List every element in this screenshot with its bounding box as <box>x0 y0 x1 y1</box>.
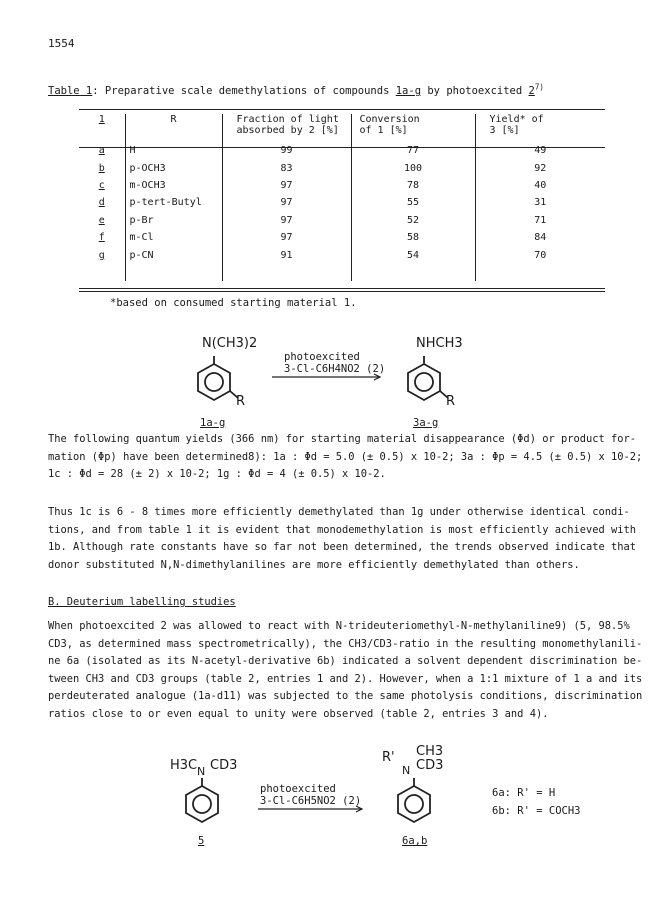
cell-fraction: 83 <box>222 159 351 176</box>
page-number: 1554 <box>48 37 75 50</box>
reactant-r-group: R <box>236 394 246 409</box>
table-row <box>79 212 605 229</box>
table-caption-by: by photoexcited <box>427 85 523 97</box>
header-yield: Yield* of 3 [%] <box>475 114 605 136</box>
product-cd3: CD3 <box>416 758 444 773</box>
table-caption-label: Table 1 <box>48 85 93 97</box>
cell-substituent: p-CN <box>125 246 222 263</box>
cell-substituent: H <box>125 142 222 159</box>
table-caption <box>48 84 544 98</box>
paragraph-line: ne 6a (isolated as its N-acetyl-derivative 6b) indicated a solvent dependent discrimination be- <box>48 655 643 668</box>
cell-fraction: 97 <box>222 194 351 211</box>
header-compound: 1 <box>98 114 105 125</box>
reactant-benzene-ring <box>198 356 238 400</box>
cell-fraction: 97 <box>222 212 351 229</box>
paragraph-line: perdeuterated analogue (1a-d11) was subjected to the same photolysis conditions, discrimination <box>48 690 643 703</box>
product-r-prime: R' <box>382 750 395 765</box>
reactant-n: N <box>197 765 206 778</box>
reactant-label: 1a-g <box>200 417 226 429</box>
product-r-group: R <box>446 394 456 409</box>
cell-yield: 70 <box>475 246 605 263</box>
reactant-benzene-ring <box>186 778 218 822</box>
table-caption-ref: 7) <box>534 82 544 92</box>
legend-6a: 6a: R' = H <box>492 787 556 799</box>
cell-yield: 49 <box>475 142 605 159</box>
reactant-cd3: CD3 <box>210 758 238 773</box>
legend-6b: 6b: R' = COCH3 <box>492 805 581 817</box>
cell-substituent: p-Br <box>125 212 222 229</box>
arrow-condition-top: photoexcited <box>260 783 336 795</box>
header-conversion: Conversion of 1 [%] <box>351 114 475 136</box>
product-amine-group: NHCH3 <box>416 336 463 351</box>
cell-conversion: 52 <box>351 212 475 229</box>
cell-substituent: p-OCH3 <box>125 159 222 176</box>
table-caption-sensitizer: 2 <box>528 85 535 97</box>
scheme-1 <box>180 336 480 431</box>
cell-yield: 92 <box>475 159 605 176</box>
cell-yield: 31 <box>475 194 605 211</box>
cell-conversion: 55 <box>351 194 475 211</box>
cell-compound: c <box>98 179 105 191</box>
product-label: 3a-g <box>413 417 439 429</box>
deuterium-paragraph <box>48 618 642 724</box>
reactant-label: 5 <box>198 835 205 847</box>
cell-fraction: 97 <box>222 229 351 246</box>
paragraph-line: The following quantum yields (366 nm) for starting material disappearance (Φd) or product for- <box>48 433 637 445</box>
table-bottom-rule-2 <box>79 291 605 292</box>
table-row <box>79 229 605 246</box>
paragraph-line: donor substituted N,N-dimethylanilines are more efficiently demethylated than others. <box>48 558 580 571</box>
paragraph-line: mation (Φp) have been determined8): 1a : Φd = 5.0 (± 0.5) x 10-2; 3a : Φp = 4.5 (± 0.5) x 10-2; <box>48 450 643 463</box>
product-n: N <box>402 764 411 777</box>
efficiency-paragraph <box>48 504 636 574</box>
paragraph-line: tween CH3 and CD3 groups (table 2, entries 1 and 2). However, when a 1:1 mixture of 1 a and its <box>48 672 643 685</box>
cell-conversion: 100 <box>351 159 475 176</box>
table-row <box>79 246 605 263</box>
arrow-condition-bottom: 3-Cl-C6H4NO2 (2) <box>284 363 386 375</box>
section-heading: B. Deuterium labelling studies <box>48 596 236 608</box>
cell-yield: 71 <box>475 212 605 229</box>
table-row <box>79 159 605 176</box>
paragraph-line: Thus 1c is 6 - 8 times more efficiently demethylated than 1g under otherwise identical condi- <box>48 506 630 518</box>
paragraph-line: When photoexcited 2 was allowed to react with N-trideuteriomethyl-N-methylaniline9) (5, 98.5% <box>48 620 630 632</box>
cell-yield: 84 <box>475 229 605 246</box>
cell-compound: e <box>98 214 105 226</box>
paragraph-line: tions, and from table 1 it is evident that monodemethylation is most efficiently achieved with <box>48 523 637 536</box>
cell-substituent: m-OCH3 <box>125 177 222 194</box>
cell-compound: d <box>98 197 105 209</box>
header-r: R <box>125 114 222 136</box>
cell-conversion: 77 <box>351 142 475 159</box>
table-bottom-rule-1 <box>79 288 605 289</box>
cell-substituent: p-tert-Butyl <box>125 194 222 211</box>
cell-substituent: m-Cl <box>125 229 222 246</box>
cell-compound: f <box>98 232 105 244</box>
paragraph-line: 1b. Although rate constants have so far not been determined, the trends observed indicate that <box>48 541 637 554</box>
header-fraction: Fraction of light absorbed by 2 [%] <box>222 114 351 136</box>
reactant-amine-group: N(CH3)2 <box>202 336 258 351</box>
data-table <box>79 114 605 281</box>
table-row <box>79 194 605 211</box>
cell-compound: a <box>98 145 105 157</box>
table-footnote: *based on consumed starting material 1. <box>110 297 357 309</box>
product-label: 6a,b <box>402 835 428 847</box>
table-caption-colon: : <box>92 85 99 97</box>
table-row <box>79 177 605 194</box>
product-benzene-ring <box>398 778 430 822</box>
quantum-yield-paragraph <box>48 431 642 484</box>
cell-yield: 40 <box>475 177 605 194</box>
table-caption-text: Preparative scale demethylations of compounds <box>104 85 390 97</box>
cell-compound: g <box>98 249 105 261</box>
scheme-2 <box>170 744 590 848</box>
cell-compound: b <box>98 162 105 174</box>
cell-conversion: 78 <box>351 177 475 194</box>
product-ch3: CH3 <box>416 744 444 759</box>
cell-conversion: 54 <box>351 246 475 263</box>
cell-conversion: 58 <box>351 229 475 246</box>
arrow-condition-bottom: 3-Cl-C6H5NO2 (2) <box>260 795 362 807</box>
table-caption-compounds: 1a-g <box>395 85 422 97</box>
reactant-h3c: H3C <box>170 758 198 773</box>
paragraph-line: 1c : Φd = 28 (± 2) x 10-2; 1g : Φd = 4 (± 0.5) x 10-2. <box>48 468 386 481</box>
arrow-condition-top: photoexcited <box>284 351 360 363</box>
paragraph-line: CD3, as determined mass spectrometrically), the CH3/CD3-ratio in the resulting monomethylanili- <box>48 637 643 650</box>
table-row <box>79 142 605 159</box>
product-benzene-ring <box>408 356 448 400</box>
cell-fraction: 99 <box>222 142 351 159</box>
table-top-rule <box>79 109 605 110</box>
table-header-row <box>79 114 605 136</box>
cell-fraction: 91 <box>222 246 351 263</box>
paragraph-line: ratios close to or even equal to unity were observed (table 2, entries 3 and 4). <box>48 707 549 720</box>
cell-fraction: 97 <box>222 177 351 194</box>
